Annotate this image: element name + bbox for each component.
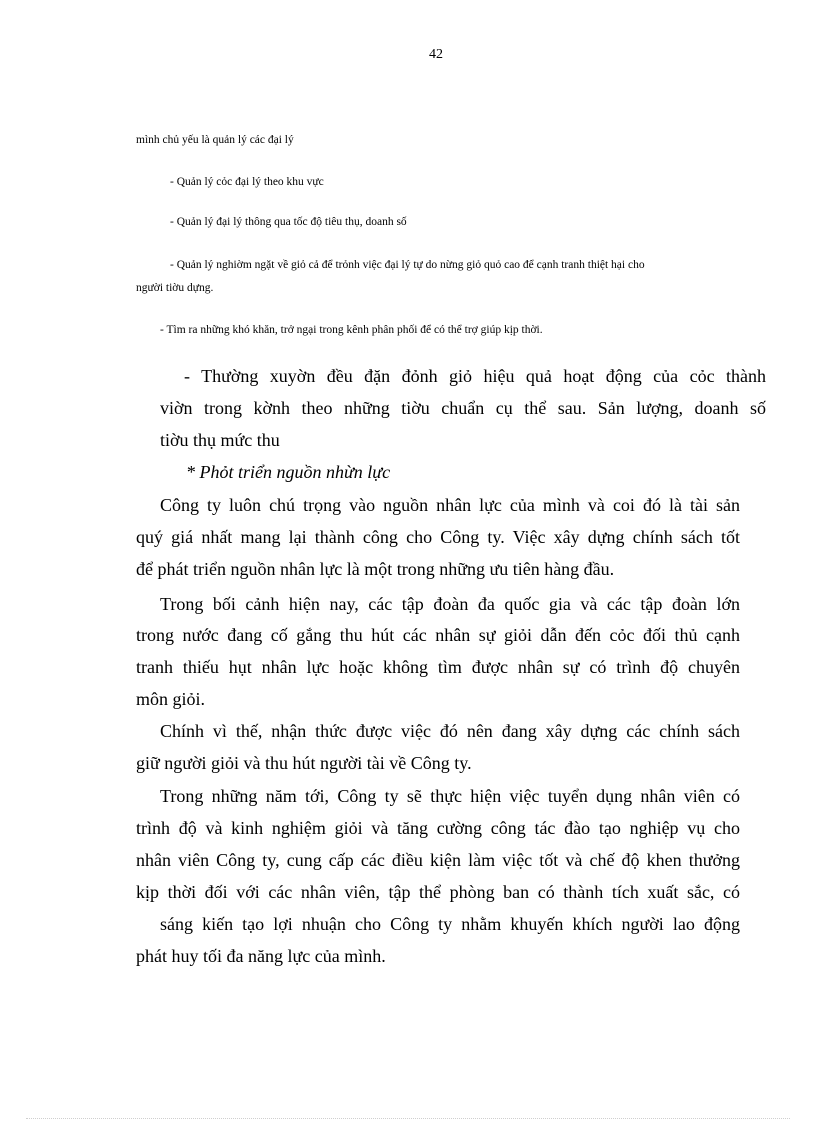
p5-line-3: nhân viên Công ty, cung cấp các điều kiện làm việc tốt và chế độ khen thưởng — [136, 850, 740, 870]
small-line-3: - Quản lý đại lý thông qua tốc độ tiêu thụ, doanh số — [170, 216, 407, 228]
p5-line-6: phát huy tối đa năng lực của mình. — [136, 946, 386, 966]
p4-line-2: giữ người giỏi và thu hút người tài về Công ty. — [136, 753, 472, 773]
p1-line-1: - Thường xuyờn đều đặn đỏnh giỏ hiệu quả hoạt động của cỏc thành — [184, 366, 766, 386]
p2-line-1: Công ty luôn chú trọng vào nguồn nhân lực của mình và coi đó là tài sản — [160, 495, 740, 515]
p3-line-4: môn giỏi. — [136, 689, 206, 709]
p2-line-3: để phát triển nguồn nhân lực là một trong những ưu tiên hàng đầu. — [136, 559, 615, 579]
p2-line-2: quý giá nhất mang lại thành công cho Công ty. Việc xây dựng chính sách tốt — [136, 527, 740, 547]
small-line-2: - Quản lý cỏc đại lý theo khu vực — [170, 176, 324, 188]
section-heading: * Phỏt triển nguồn nhừn lực — [186, 462, 391, 482]
p5-line-1: Trong những năm tới, Công ty sẽ thực hiện việc tuyển dụng nhân viên có — [160, 786, 740, 806]
p1-line-3: tiờu thụ mức thu — [160, 430, 280, 450]
p5-line-2: trình độ và kinh nghiệm giỏi và tăng cường công tác đào tạo nghiệp vụ cho — [136, 818, 740, 838]
small-line-6: - Tìm ra những khó khăn, trở ngại trong kênh phân phối để có thể trợ giúp kịp thời. — [160, 324, 543, 336]
page-bottom-divider — [26, 1118, 790, 1119]
p3-line-2: trong nước đang cố gắng thu hút các nhân sự giỏi dẫn đến cỏc đối thủ cạnh — [136, 625, 740, 645]
p3-line-3: tranh thiếu hụt nhân lực hoặc không tìm được nhân sự có trình độ chuyên — [136, 657, 740, 677]
p3-line-1: Trong bối cảnh hiện nay, các tập đoàn đa quốc gia và các tập đoàn lớn — [160, 594, 740, 614]
p1-line-2: viờn trong kờnh theo những tiờu chuẩn cụ thể sau. Sản lượng, doanh số — [160, 398, 766, 418]
page-number: 42 — [429, 47, 443, 62]
p4-line-1: Chính vì thế, nhận thức được việc đó nên đang xây dựng các chính sách — [160, 721, 740, 741]
p5-line-4: kịp thời đối với các nhân viên, tập thể phòng ban có thành tích xuất sắc, có — [136, 882, 740, 902]
small-line-4: - Quản lý nghiờm ngặt về giỏ cả để trỏnh việc đại lý tự do nừng giỏ quỏ cao để cạnh tranh thiệt hại cho — [170, 259, 645, 271]
p5-line-5: sáng kiến tạo lợi nhuận cho Công ty nhằm khuyến khích người lao động — [160, 914, 740, 934]
small-line-1: mình chủ yếu là quản lý các đại lý — [136, 134, 294, 146]
small-line-5: người tiờu dựng. — [136, 282, 214, 294]
